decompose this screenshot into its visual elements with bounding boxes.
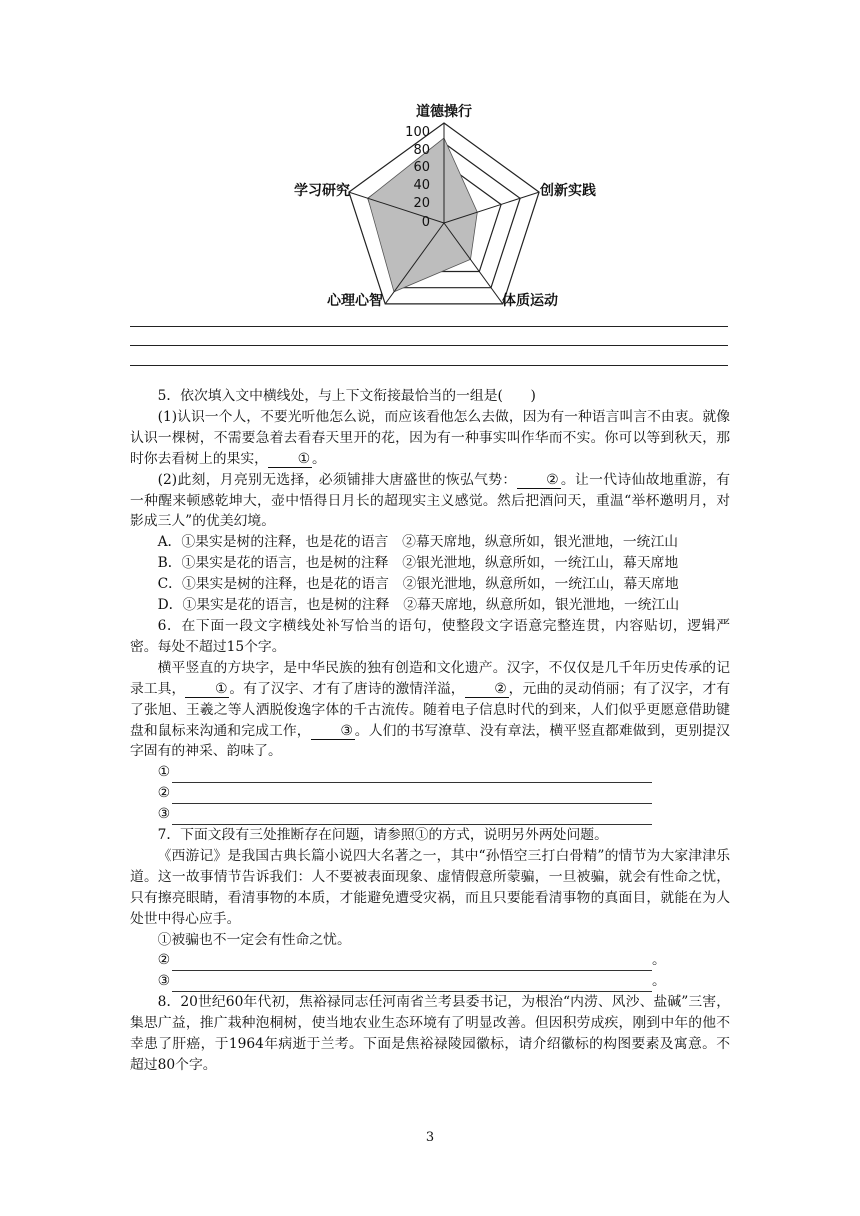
q5-option-d[interactable]: D．①果实是花的语言，也是树的注释 ②幕天席地，纵意所如，银光泄地，一统江山 bbox=[157, 597, 680, 614]
q5-option-a[interactable]: A．①果实是树的注释，也是花的语言 ②幕天席地，纵意所如，银光泄地，一统江山 bbox=[157, 534, 679, 551]
radar-tick-label: 40 bbox=[413, 178, 430, 193]
q5-blank-1[interactable]: ① bbox=[268, 451, 312, 468]
q6-blank-1[interactable]: ① bbox=[185, 681, 229, 698]
q5-option-c[interactable]: C．①果实是树的注释，也是花的语言 ②银光泄地，纵意所如，一统江山，幕天席地 bbox=[157, 576, 679, 593]
radar-axis-label-bottom-right: 体质运动 bbox=[502, 293, 558, 309]
q6-stem: 6．在下面一段文字横线处补写恰当的语句，使整段文字语意完整连贯，内容贴切，逻辑严密。每处不超过15个字。 bbox=[130, 617, 730, 655]
page-number: 3 bbox=[425, 1130, 435, 1145]
radar-tick-label: 100 bbox=[405, 125, 430, 140]
q6-answer-2[interactable]: ② bbox=[130, 783, 730, 804]
radar-tick-label: 80 bbox=[413, 143, 430, 158]
q7-example: ①被骗也不一定会有性命之忧。 bbox=[157, 931, 351, 948]
q8-stem: 8．20世纪60年代初，焦裕禄同志任河南省兰考县委书记，为根治“内涝、风沙、盐碱”三害，集思广益，推广栽种泡桐树，使当地农业生态环境有了明显改善。但因积劳成疾，刚到中年的他不幸患了肝癌，于1964年病逝于兰考。下面是焦裕禄陵园徽标，请介绍徽标的构图要素及寓意。不超过80个字。 bbox=[130, 994, 730, 1073]
q6-answer-1[interactable]: ① bbox=[130, 762, 730, 783]
q5-blank-2[interactable]: ② bbox=[517, 472, 561, 489]
answer-line[interactable] bbox=[130, 345, 728, 346]
q7-answer-2[interactable]: ② 。 bbox=[130, 950, 730, 971]
q6-blank-2[interactable]: ② bbox=[465, 681, 509, 698]
q7-passage: 《西游记》是我国古典长篇小说四大名著之一，其中“孙悟空三打白骨精”的情节为大家津津乐道。这一故事情节告诉我们：人不要被表面现象、虚情假意所蒙骗，一旦被骗，就会有性命之忧，只有擦亮眼睛，看清事物的本质，才能避免遭受灾祸，而且只要能看清事物的真面目，就能在为人处世中得心应手。 bbox=[130, 847, 730, 927]
radar-axis-label-left: 学习研究 bbox=[294, 183, 350, 199]
q6-blank-3[interactable]: ③ bbox=[311, 723, 355, 740]
q6-passage: 横平竖直的方块字，是中华民族的独有创造和文化遗产。汉字，不仅仅是几千年历史传承的记录工具， ① 。有了汉字、才有了唐诗的激情洋溢， ② ，元曲的灵动俏丽；有了汉字，才有了张旭、王羲之等人洒脱俊逸字体的千古流传。随着电子信息时代的到来，人们似乎更愿意借助键盘和鼠标来沟通和完成工作， ③ 。人们的书写潦草、没有章法，横平竖直都难做到，更别提汉字固有的神采、韵味了。 bbox=[130, 659, 731, 760]
radar-tick-label: 20 bbox=[413, 196, 430, 211]
radar-axis-label-right: 创新实践 bbox=[540, 183, 596, 199]
q7-answer-3[interactable]: ③ 。 bbox=[130, 971, 730, 992]
radar-axis-label-top: 道德操行 bbox=[416, 104, 472, 120]
answer-line[interactable] bbox=[130, 365, 728, 366]
answer-line[interactable] bbox=[130, 326, 728, 327]
radar-axis-label-bottom-left: 心理心智 bbox=[327, 293, 383, 309]
question-content bbox=[130, 386, 730, 1076]
q6-answer-3[interactable]: ③ bbox=[130, 804, 730, 825]
q5-passage-2: (2)此刻，月亮别无选择，必须铺排大唐盛世的恢弘气势： ② 。让一代诗仙故地重游，有一种醒来顿感乾坤大，壶中悟得日月长的超现实主义感觉。然后把酒问天，重温“举杯邀明月，对影成三人”的优美幻境。 bbox=[130, 471, 731, 530]
q5-option-b[interactable]: B．①果实是花的语言，也是树的注释 ②银光泄地，纵意所如，一统江山，幕天席地 bbox=[157, 555, 679, 572]
q5-passage-1: (1)认识一个人，不要光听他怎么说，而应该看他怎么去做，因为有一种语言叫言不由衷。就像认识一棵树，不需要急着去看春天里开的花，因为有一种事实叫作华而不实。你可以等到秋天，那时你去看树上的果实， ① 。 bbox=[130, 408, 730, 467]
q7-stem: 7．下面文段有三处推断存在问题，请参照①的方式，说明另外两处问题。 bbox=[157, 827, 608, 844]
radar-chart bbox=[0, 0, 860, 320]
q5-stem: 5．依次填入文中横线处，与上下文衔接最恰当的一组是( ) bbox=[157, 388, 536, 404]
radar-tick-label: 0 bbox=[421, 215, 430, 230]
radar-tick-label: 60 bbox=[413, 160, 430, 175]
